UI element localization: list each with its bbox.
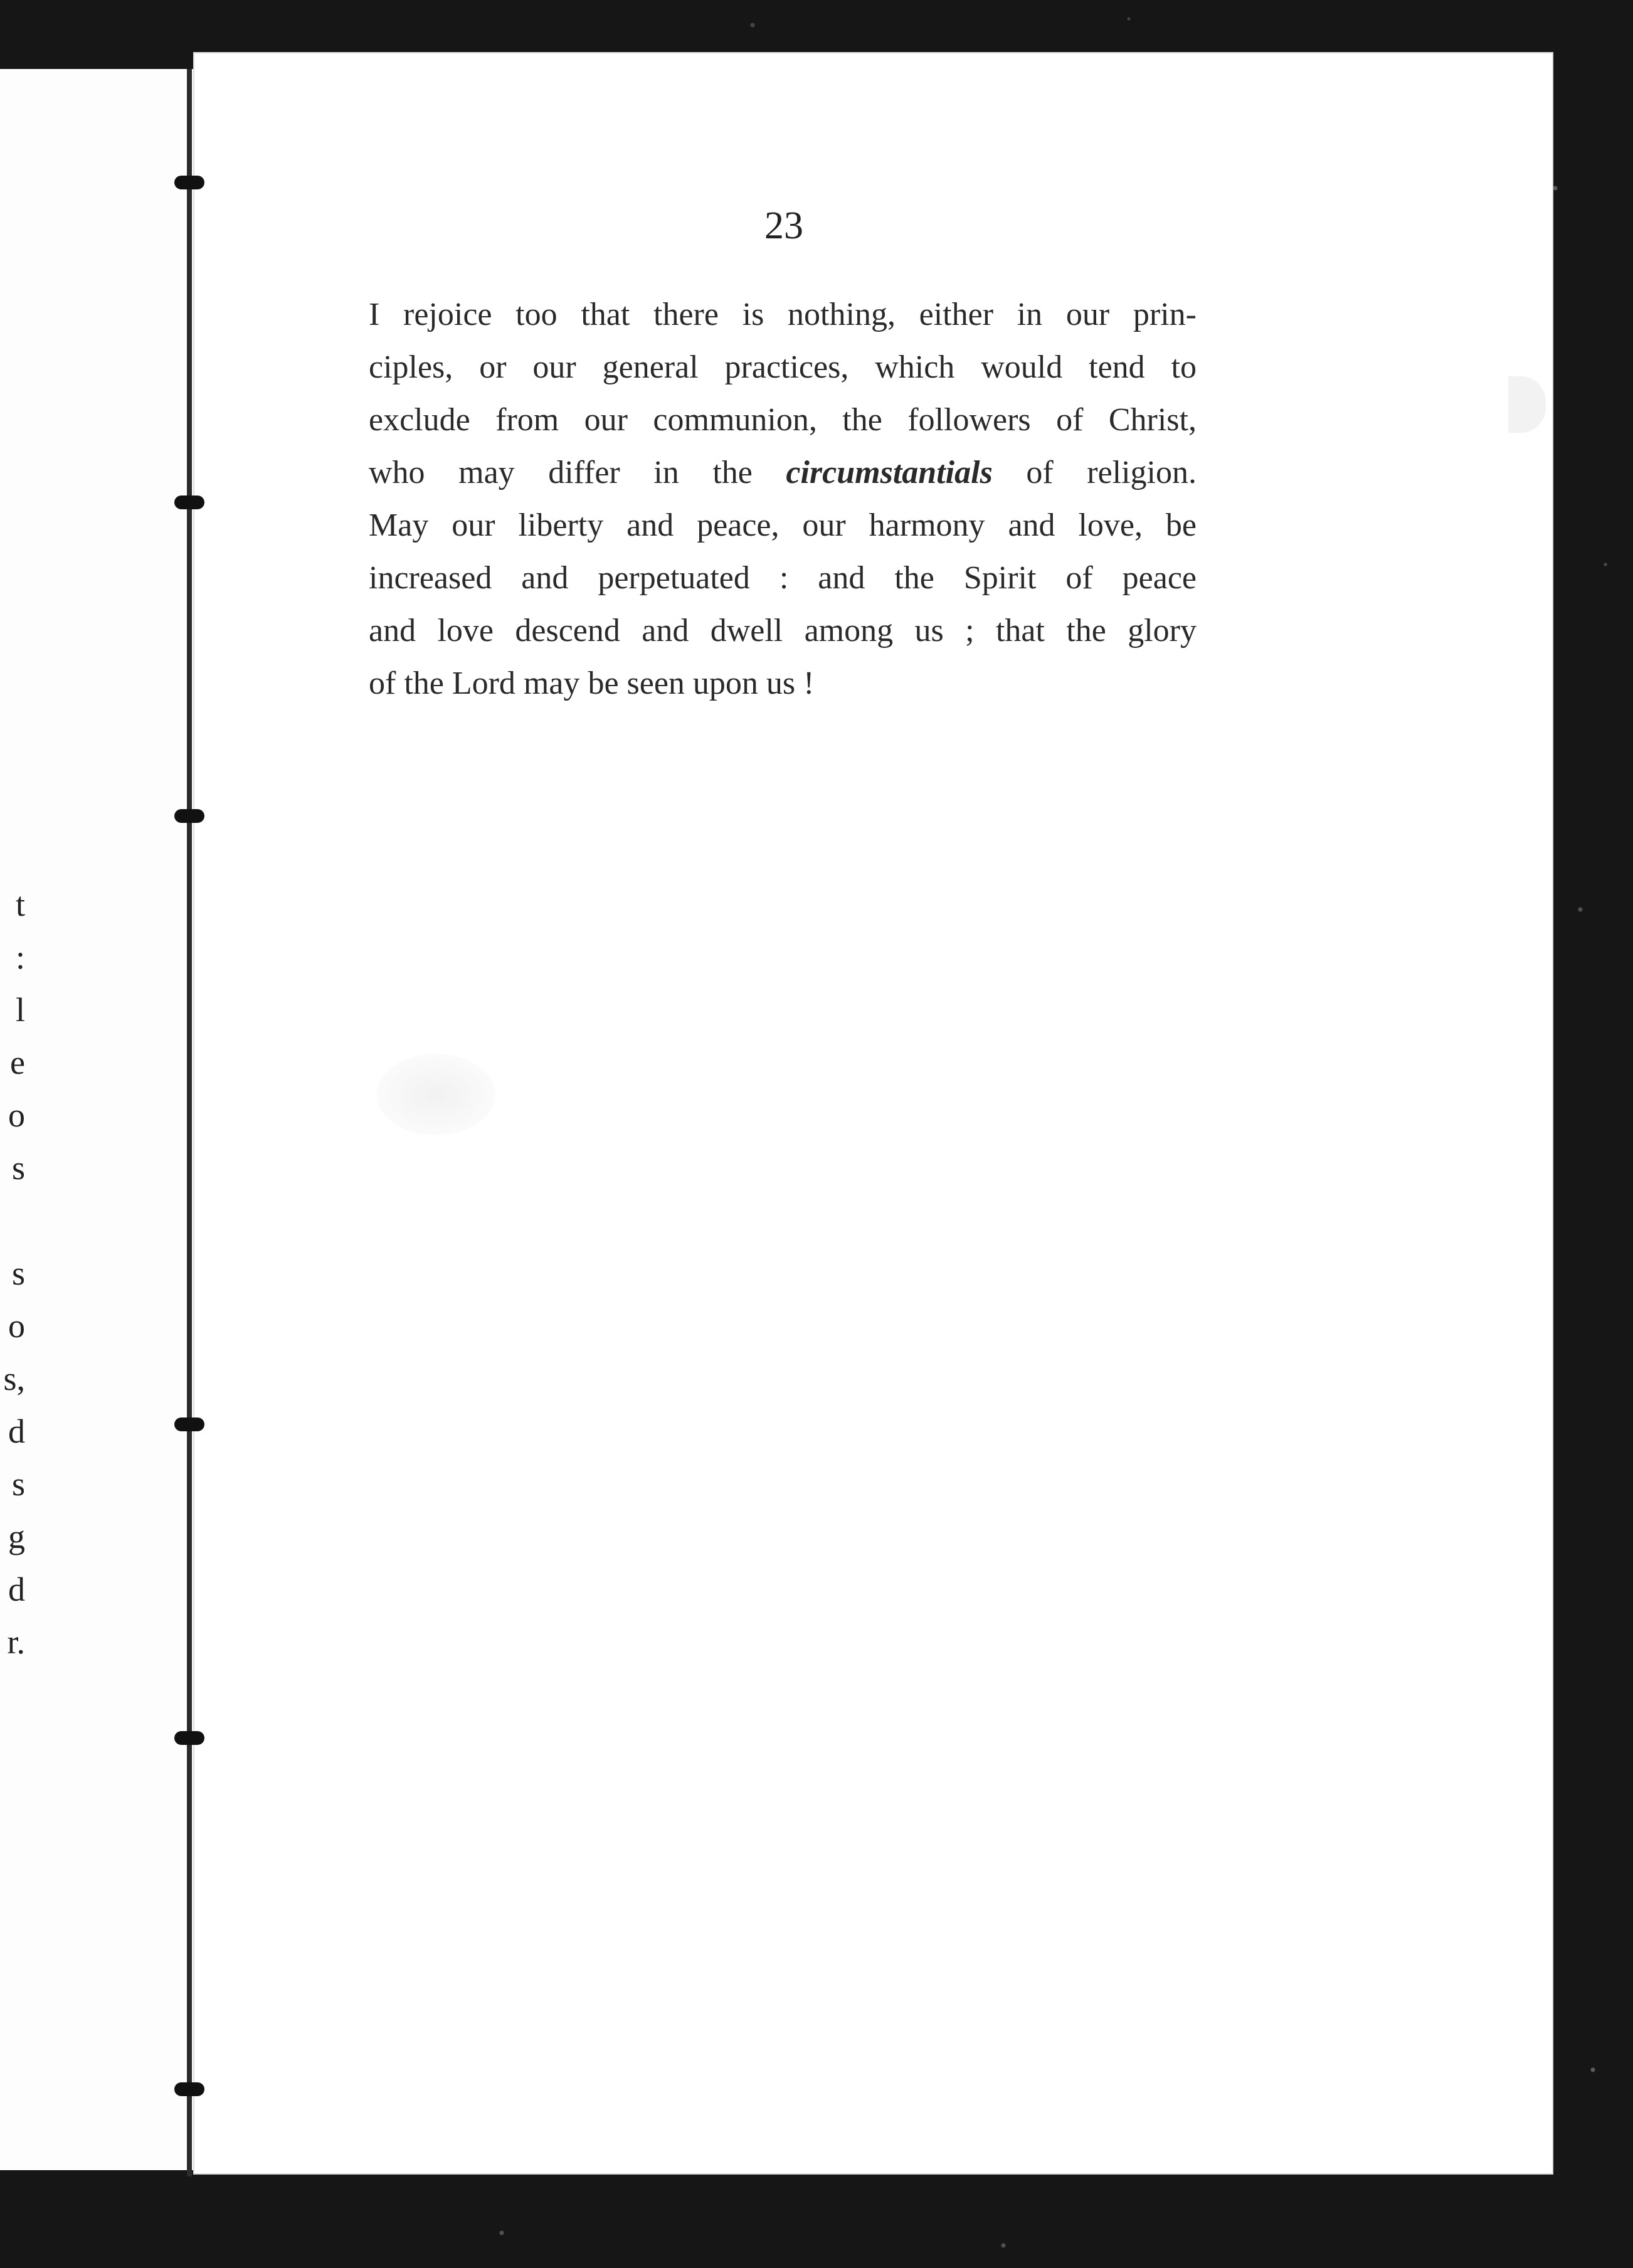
facing-page-left [0,69,194,2170]
text-segment: who may differ in the [369,455,753,490]
facing-page-edge-text [0,878,25,1668]
book-binding [169,69,219,2176]
edge-letter [0,1194,25,1247]
edge-letter: e [10,1044,25,1081]
edge-letter: o [8,1096,25,1134]
text-line: ciples, or our general practices, which would tend to [369,349,1197,385]
text-line: of the Lord may be seen upon us ! [369,665,815,701]
edge-letter: s, [3,1360,25,1397]
italic-word: circumstantials [786,455,993,490]
page-number: 23 [764,204,803,247]
binding-stitch [174,1417,204,1431]
edge-letter: d [8,1571,25,1608]
binding-stitch [174,809,204,823]
edge-letter: s [11,1465,25,1503]
binding-thread [187,69,192,2176]
text-line: and love descend and dwell among us ; that the glory [369,613,1197,649]
edge-letter: s [11,1149,25,1187]
binding-stitch [174,1731,204,1745]
edge-letter: d [8,1412,25,1450]
ink-smudge [376,1054,495,1135]
edge-letter: : [15,938,25,976]
text-line: exclude from our communion, the followers of Christ, [369,402,1197,438]
text-line: May our liberty and peace, our harmony and love, be [369,507,1197,543]
edge-letter: l [15,991,25,1029]
edge-letter: g [8,1518,25,1555]
text-line: I rejoice too that there is nothing, either in our prin- [369,297,1197,332]
text-line: increased and perpetuated : and the Spirit of peace [369,560,1197,596]
edge-letter: s [11,1254,25,1292]
binding-stitch [174,176,204,189]
binding-stitch [174,495,204,509]
edge-letter: o [8,1307,25,1345]
binding-stitch [174,2082,204,2096]
text-line-with-emphasis [369,447,1197,499]
edge-letter: r. [7,1623,25,1661]
text-segment: of religion. [992,455,1197,490]
edge-letter: t [15,886,25,923]
body-paragraph [369,289,1197,710]
